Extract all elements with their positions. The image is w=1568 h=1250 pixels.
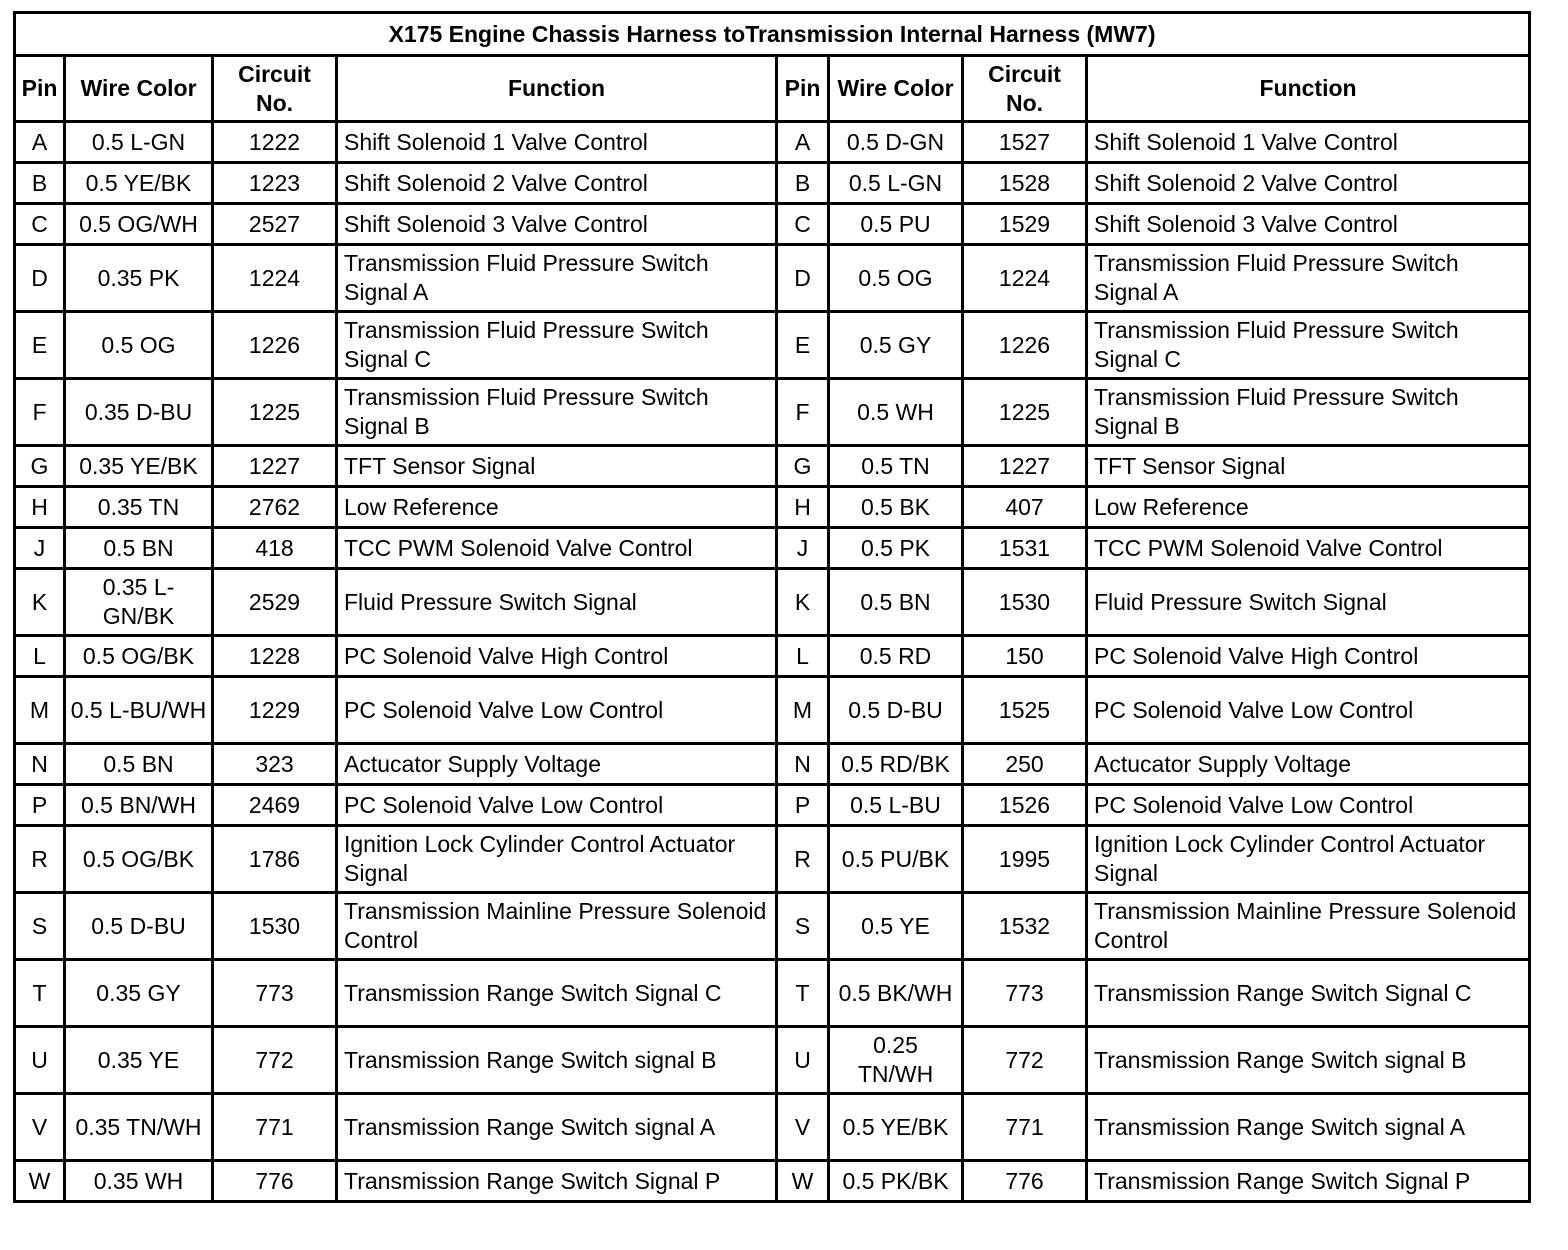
circuit-cell-2: 772	[963, 1027, 1087, 1094]
circuit-cell-2: 1225	[963, 379, 1087, 446]
table-row	[15, 1027, 1530, 1094]
function-cell-2: Transmission Fluid Pressure Switch Signal C	[1087, 312, 1530, 379]
circuit-cell-2: 1532	[963, 893, 1087, 960]
wire-color-cell: 0.35 YE/BK	[65, 446, 213, 487]
circuit-cell: 323	[213, 744, 337, 785]
function-cell: Transmission Mainline Pressure Solenoid Control	[337, 893, 777, 960]
circuit-cell: 418	[213, 528, 337, 569]
function-cell: Transmission Range Switch signal B	[337, 1027, 777, 1094]
table-title: X175 Engine Chassis Harness toTransmission Internal Harness (MW7)	[15, 13, 1530, 56]
wire-color-cell: 0.35 WH	[65, 1161, 213, 1202]
table-row	[15, 122, 1530, 163]
circuit-cell-2: 1527	[963, 122, 1087, 163]
function-cell: Fluid Pressure Switch Signal	[337, 569, 777, 636]
circuit-cell-2: 1226	[963, 312, 1087, 379]
wire-color-cell-2: 0.5 PK	[829, 528, 963, 569]
pin-cell-2: K	[777, 569, 829, 636]
table-row	[15, 826, 1530, 893]
pin-cell: B	[15, 163, 65, 204]
pin-cell: P	[15, 785, 65, 826]
circuit-cell: 776	[213, 1161, 337, 1202]
circuit-cell-2: 771	[963, 1094, 1087, 1161]
pin-cell-2: J	[777, 528, 829, 569]
circuit-cell-2: 1526	[963, 785, 1087, 826]
circuit-cell: 2529	[213, 569, 337, 636]
function-cell: Ignition Lock Cylinder Control Actuator Signal	[337, 826, 777, 893]
function-cell: Transmission Range Switch Signal P	[337, 1161, 777, 1202]
function-cell: Low Reference	[337, 487, 777, 528]
wire-color-cell: 0.35 TN	[65, 487, 213, 528]
table-row	[15, 569, 1530, 636]
function-cell: Transmission Fluid Pressure Switch Signal C	[337, 312, 777, 379]
circuit-cell-2: 150	[963, 636, 1087, 677]
wire-color-cell-2: 0.5 PU	[829, 204, 963, 245]
pin-cell-2: C	[777, 204, 829, 245]
table-row	[15, 446, 1530, 487]
wire-color-cell: 0.5 YE/BK	[65, 163, 213, 204]
circuit-cell: 1224	[213, 245, 337, 312]
pin-cell-2: R	[777, 826, 829, 893]
pin-cell-2: P	[777, 785, 829, 826]
function-cell-2: Actucator Supply Voltage	[1087, 744, 1530, 785]
pin-cell-2: G	[777, 446, 829, 487]
function-cell: Transmission Range Switch Signal C	[337, 960, 777, 1027]
pin-cell-2: F	[777, 379, 829, 446]
function-cell: Shift Solenoid 2 Valve Control	[337, 163, 777, 204]
pin-cell-2: N	[777, 744, 829, 785]
pin-cell-2: E	[777, 312, 829, 379]
pin-cell: U	[15, 1027, 65, 1094]
table-row	[15, 528, 1530, 569]
pin-cell: F	[15, 379, 65, 446]
wire-color-cell: 0.5 BN	[65, 744, 213, 785]
table-row	[15, 960, 1530, 1027]
circuit-cell: 1227	[213, 446, 337, 487]
function-cell-2: Transmission Fluid Pressure Switch Signal B	[1087, 379, 1530, 446]
circuit-cell-2: 1529	[963, 204, 1087, 245]
function-cell-2: Ignition Lock Cylinder Control Actuator Signal	[1087, 826, 1530, 893]
wire-color-cell: 0.35 YE	[65, 1027, 213, 1094]
header-circuit-no-2: Circuit No.	[963, 56, 1087, 122]
circuit-cell: 1786	[213, 826, 337, 893]
circuit-cell: 1228	[213, 636, 337, 677]
table-row	[15, 379, 1530, 446]
circuit-cell-2: 1528	[963, 163, 1087, 204]
table-row	[15, 312, 1530, 379]
table-row	[15, 1161, 1530, 1202]
circuit-cell: 1222	[213, 122, 337, 163]
wire-color-cell: 0.35 D-BU	[65, 379, 213, 446]
circuit-cell: 2527	[213, 204, 337, 245]
function-cell-2: Transmission Fluid Pressure Switch Signal A	[1087, 245, 1530, 312]
function-cell-2: TCC PWM Solenoid Valve Control	[1087, 528, 1530, 569]
pin-cell-2: T	[777, 960, 829, 1027]
function-cell-2: Transmission Range Switch Signal P	[1087, 1161, 1530, 1202]
function-cell-2: Low Reference	[1087, 487, 1530, 528]
header-pin-2: Pin	[777, 56, 829, 122]
pin-cell: G	[15, 446, 65, 487]
wire-color-cell: 0.5 D-BU	[65, 893, 213, 960]
function-cell: TFT Sensor Signal	[337, 446, 777, 487]
header-circuit-no: Circuit No.	[213, 56, 337, 122]
circuit-cell-2: 776	[963, 1161, 1087, 1202]
wire-color-cell: 0.5 OG	[65, 312, 213, 379]
pin-cell-2: L	[777, 636, 829, 677]
function-cell: Shift Solenoid 3 Valve Control	[337, 204, 777, 245]
wire-color-cell: 0.5 OG/BK	[65, 636, 213, 677]
wire-color-cell: 0.35 GY	[65, 960, 213, 1027]
pin-cell-2: B	[777, 163, 829, 204]
table-row	[15, 893, 1530, 960]
circuit-cell-2: 1525	[963, 677, 1087, 744]
circuit-cell: 1229	[213, 677, 337, 744]
function-cell: PC Solenoid Valve Low Control	[337, 785, 777, 826]
circuit-cell: 771	[213, 1094, 337, 1161]
table-row	[15, 204, 1530, 245]
pin-cell: V	[15, 1094, 65, 1161]
wire-color-cell: 0.5 L-BU/WH	[65, 677, 213, 744]
circuit-cell-2: 1530	[963, 569, 1087, 636]
circuit-cell: 1530	[213, 893, 337, 960]
wire-color-cell-2: 0.5 PU/BK	[829, 826, 963, 893]
header-wire-color-2: Wire Color	[829, 56, 963, 122]
circuit-cell: 1223	[213, 163, 337, 204]
wire-color-cell-2: 0.5 BN	[829, 569, 963, 636]
pin-cell-2: W	[777, 1161, 829, 1202]
table-row	[15, 677, 1530, 744]
circuit-cell: 2762	[213, 487, 337, 528]
circuit-cell: 772	[213, 1027, 337, 1094]
circuit-cell-2: 250	[963, 744, 1087, 785]
function-cell: Shift Solenoid 1 Valve Control	[337, 122, 777, 163]
function-cell-2: Transmission Range Switch signal A	[1087, 1094, 1530, 1161]
function-cell-2: Shift Solenoid 3 Valve Control	[1087, 204, 1530, 245]
table-header-row	[15, 56, 1530, 122]
circuit-cell-2: 1531	[963, 528, 1087, 569]
function-cell-2: PC Solenoid Valve High Control	[1087, 636, 1530, 677]
pin-cell: L	[15, 636, 65, 677]
wire-color-cell-2: 0.5 L-GN	[829, 163, 963, 204]
wire-color-cell-2: 0.5 YE	[829, 893, 963, 960]
header-pin: Pin	[15, 56, 65, 122]
function-cell: PC Solenoid Valve Low Control	[337, 677, 777, 744]
pin-cell: K	[15, 569, 65, 636]
function-cell-2: Fluid Pressure Switch Signal	[1087, 569, 1530, 636]
circuit-cell-2: 773	[963, 960, 1087, 1027]
pin-cell: E	[15, 312, 65, 379]
pin-cell: S	[15, 893, 65, 960]
pin-cell: D	[15, 245, 65, 312]
connector-table-sheet	[13, 11, 1531, 1203]
wire-color-cell-2: 0.5 RD/BK	[829, 744, 963, 785]
wire-color-cell-2: 0.5 L-BU	[829, 785, 963, 826]
function-cell-2: PC Solenoid Valve Low Control	[1087, 785, 1530, 826]
wire-color-cell: 0.5 BN/WH	[65, 785, 213, 826]
function-cell-2: Shift Solenoid 2 Valve Control	[1087, 163, 1530, 204]
circuit-cell-2: 407	[963, 487, 1087, 528]
pin-cell: R	[15, 826, 65, 893]
table-row	[15, 744, 1530, 785]
circuit-cell-2: 1227	[963, 446, 1087, 487]
pin-cell: J	[15, 528, 65, 569]
wire-color-cell-2: 0.5 RD	[829, 636, 963, 677]
table-row	[15, 245, 1530, 312]
pin-cell-2: A	[777, 122, 829, 163]
function-cell: Transmission Fluid Pressure Switch Signal B	[337, 379, 777, 446]
circuit-cell: 773	[213, 960, 337, 1027]
table-row	[15, 785, 1530, 826]
function-cell: Transmission Range Switch signal A	[337, 1094, 777, 1161]
pin-cell: H	[15, 487, 65, 528]
header-wire-color: Wire Color	[65, 56, 213, 122]
pin-cell-2: S	[777, 893, 829, 960]
table-row	[15, 1094, 1530, 1161]
function-cell-2: Transmission Range Switch signal B	[1087, 1027, 1530, 1094]
function-cell-2: Transmission Mainline Pressure Solenoid Control	[1087, 893, 1530, 960]
pin-cell: M	[15, 677, 65, 744]
table-row	[15, 487, 1530, 528]
circuit-cell: 2469	[213, 785, 337, 826]
wire-color-cell-2: 0.5 D-BU	[829, 677, 963, 744]
wire-color-cell-2: 0.5 PK/BK	[829, 1161, 963, 1202]
wire-color-cell-2: 0.5 BK/WH	[829, 960, 963, 1027]
pin-cell-2: M	[777, 677, 829, 744]
circuit-cell: 1226	[213, 312, 337, 379]
circuit-cell-2: 1995	[963, 826, 1087, 893]
pin-cell: N	[15, 744, 65, 785]
wire-color-cell-2: 0.5 GY	[829, 312, 963, 379]
pin-cell: C	[15, 204, 65, 245]
wire-color-cell: 0.35 L-GN/BK	[65, 569, 213, 636]
wire-color-cell: 0.5 L-GN	[65, 122, 213, 163]
wire-color-cell-2: 0.5 TN	[829, 446, 963, 487]
pin-cell-2: H	[777, 487, 829, 528]
pin-cell-2: U	[777, 1027, 829, 1094]
pin-cell: T	[15, 960, 65, 1027]
wire-color-cell-2: 0.5 YE/BK	[829, 1094, 963, 1161]
function-cell: TCC PWM Solenoid Valve Control	[337, 528, 777, 569]
circuit-cell-2: 1224	[963, 245, 1087, 312]
wire-color-cell-2: 0.5 WH	[829, 379, 963, 446]
table-title-row	[15, 13, 1530, 56]
function-cell: PC Solenoid Valve High Control	[337, 636, 777, 677]
wire-color-cell: 0.35 PK	[65, 245, 213, 312]
wire-color-cell-2: 0.5 OG	[829, 245, 963, 312]
circuit-cell: 1225	[213, 379, 337, 446]
function-cell-2: Transmission Range Switch Signal C	[1087, 960, 1530, 1027]
wire-color-cell: 0.35 TN/WH	[65, 1094, 213, 1161]
pin-cell: A	[15, 122, 65, 163]
wire-color-cell: 0.5 OG/WH	[65, 204, 213, 245]
function-cell-2: PC Solenoid Valve Low Control	[1087, 677, 1530, 744]
header-function: Function	[337, 56, 777, 122]
wire-color-cell-2: 0.25 TN/WH	[829, 1027, 963, 1094]
wire-color-cell: 0.5 OG/BK	[65, 826, 213, 893]
function-cell: Actucator Supply Voltage	[337, 744, 777, 785]
table-row	[15, 636, 1530, 677]
table-row	[15, 163, 1530, 204]
pin-cell-2: D	[777, 245, 829, 312]
function-cell: Transmission Fluid Pressure Switch Signal A	[337, 245, 777, 312]
pin-cell-2: V	[777, 1094, 829, 1161]
wire-color-cell-2: 0.5 BK	[829, 487, 963, 528]
pin-cell: W	[15, 1161, 65, 1202]
wire-color-cell: 0.5 BN	[65, 528, 213, 569]
function-cell-2: Shift Solenoid 1 Valve Control	[1087, 122, 1530, 163]
connector-pinout-table	[13, 11, 1531, 1203]
header-function-2: Function	[1087, 56, 1530, 122]
function-cell-2: TFT Sensor Signal	[1087, 446, 1530, 487]
wire-color-cell-2: 0.5 D-GN	[829, 122, 963, 163]
